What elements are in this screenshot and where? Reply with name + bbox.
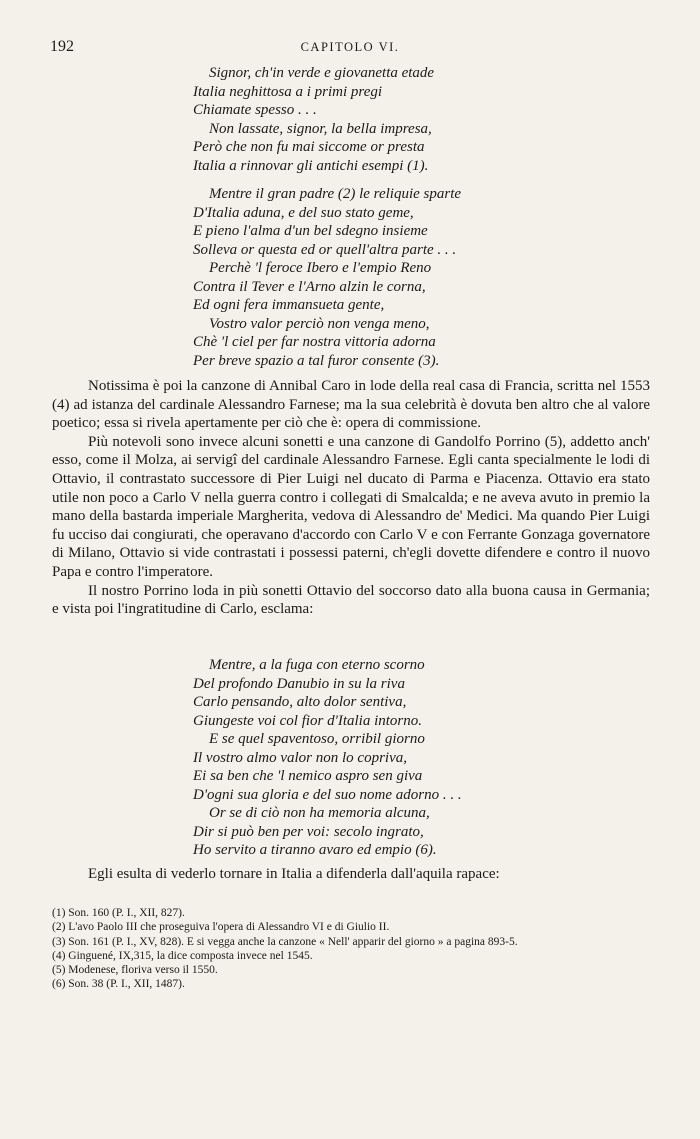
verse-line: Non lassate, signor, la bella impresa, xyxy=(209,120,432,137)
footnote: (1) Son. 160 (P. I., XII, 827). xyxy=(52,907,185,919)
verse-line: Vostro valor perciò non venga meno, xyxy=(209,315,430,332)
verse-line: E se quel spaventoso, orribil giorno xyxy=(209,731,425,747)
verse-line: Il vostro almo valor non lo copriva, xyxy=(193,749,408,766)
verse-line: Però che non fu mai siccome or presta xyxy=(193,139,425,155)
verse-line: Del profondo Danubio in su la riva xyxy=(193,675,405,692)
verse-line: Italia a rinnovar gli antichi esempi (1). xyxy=(193,157,429,174)
verse-line: D'ogni sua gloria e del suo nome adorno . . . xyxy=(193,786,462,803)
verse-line: Per breve spazio a tal furor consente (3). xyxy=(193,352,440,369)
prose-section-1 xyxy=(52,377,650,619)
verse-stanza-1 xyxy=(193,64,434,175)
footnote: (4) Ginguené, IX,315, la dice composta invece nel 1545. xyxy=(52,949,313,962)
running-head: CAPITOLO VI. xyxy=(300,40,400,54)
verse-line: Chiamate spesso . . . xyxy=(193,102,317,118)
verse-line: Italia neghittosa a i primi pregi xyxy=(193,83,383,100)
verse-line: Carlo pensando, alto dolor sentiva, xyxy=(193,694,407,710)
paragraph: Più notevoli sono invece alcuni sonetti e una canzone di Gandolfo Porrino (5), addetto anch' esso, come il Molza, ai servigî del cardinale Alessandro Farnese. Egli canta specialmente le lodi di Ottavio, il contrastato successore di Pier Luigi nel ducato di Parma e Piacenza. Ottavio era stato utile non poco a Carlo V nella guerra contro i collegati di Smalcalda; e ne aveva avuto in premio la mano della bastarda imperiale Margherita, vedova di Alessandro de' Medici. Ma quando Pier Luigi fu ucciso dai congiurati, che operavano d'accordo con Carlo V e con Ferrante Gonzaga governatore di Milano, Ottavio si vide contrastati i possessi paterni, ch'egli dovette difendere e contro il nuovo Papa e contro l'imperatore. xyxy=(52,433,650,580)
verse-line: Chè 'l ciel per far nostra vittoria adorna xyxy=(193,334,436,350)
paragraph: Il nostro Porrino loda in più sonetti Ottavio del soccorso dato alla buona causa in Germania; e vista poi l'ingratitudine di Carlo, esclama: xyxy=(52,582,650,618)
verse-line: Ho servito a tiranno avaro ed empio (6). xyxy=(193,842,437,858)
verse-line: Mentre il gran padre (2) le reliquie sparte xyxy=(209,186,462,202)
paragraph: Egli esulta di vederlo tornare in Italia a difenderla dall'aquila rapace: xyxy=(88,866,500,882)
verse-line: Giungeste voi col fior d'Italia intorno. xyxy=(193,712,423,729)
verse-stanza-2 xyxy=(193,185,461,370)
verse-line: Solleva or questa ed or quell'altra parte . . . xyxy=(193,241,457,258)
prose-section-2 xyxy=(52,865,650,884)
verse-line: Contra il Tever e l'Arno alzin le corna, xyxy=(193,278,426,295)
footnote: (3) Son. 161 (P. I., XV, 828). E si vegga anche la canzone « Nell' apparir del giorno » a pagina 893-5. xyxy=(52,935,518,948)
verse-stanza-3 xyxy=(193,656,462,860)
footnotes xyxy=(52,906,650,992)
verse-line: E pieno l'alma d'un bel sdegno insieme xyxy=(193,223,428,239)
footnote: (6) Son. 38 (P. I., XII, 1487). xyxy=(52,978,185,991)
verse-line: Signor, ch'in verde e giovanetta etade xyxy=(209,65,435,81)
verse-line: Ed ogni fera immansueta gente, xyxy=(193,297,385,313)
verse-line: Or se di ciò non ha memoria alcuna, xyxy=(209,805,430,821)
verse-line: Perchè 'l feroce Ibero e l'empio Reno xyxy=(209,260,432,276)
page-number: 192 xyxy=(50,38,74,55)
paragraph: Notissima è poi la canzone di Annibal Caro in lode della real casa di Francia, scritta nel 1553 (4) ad istanza del cardinale Alessandro Farnese; ma la sua celebrità è dovuta ben altro che al valore poetico; essa si rivela apertamente per ciò che è: opera di commissione. xyxy=(52,378,650,432)
footnote: (2) L'avo Paolo III che proseguiva l'opera di Alessandro VI e di Giulio II. xyxy=(52,921,390,934)
verse-line: D'Italia aduna, e del suo stato geme, xyxy=(193,204,414,221)
verse-line: Mentre, a la fuga con eterno scorno xyxy=(209,657,425,673)
verse-line: Ei sa ben che 'l nemico aspro sen giva xyxy=(193,768,423,784)
footnote: (5) Modenese, floriva verso il 1550. xyxy=(52,964,218,977)
verse-line: Dir si può ben per voi: secolo ingrato, xyxy=(193,823,424,840)
page-header xyxy=(50,38,650,58)
